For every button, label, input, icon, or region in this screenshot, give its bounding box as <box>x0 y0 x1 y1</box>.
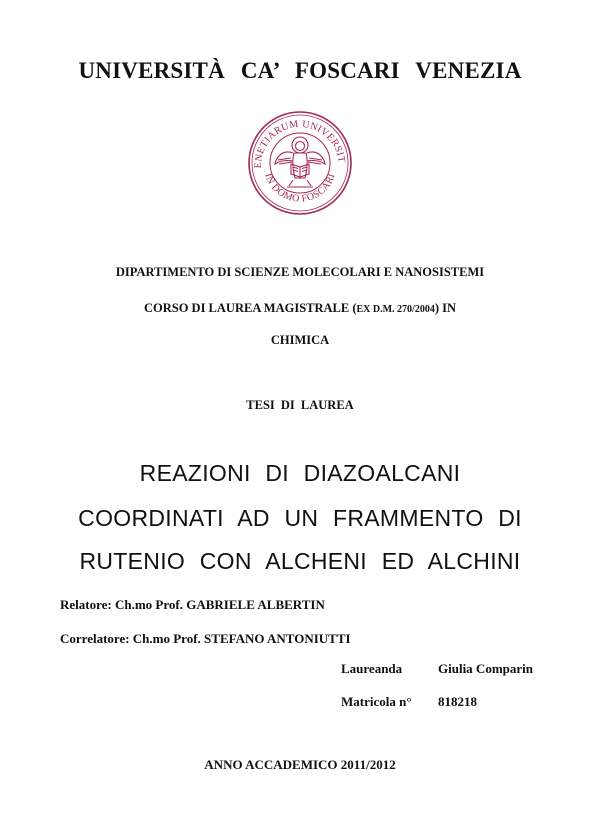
academic-year: ANNO ACCADEMICO 2011/2012 <box>204 757 396 772</box>
course-decree: EX D.M. 270/2004 <box>356 304 435 315</box>
student-id: 818218 <box>438 694 477 709</box>
winged-lion-icon <box>275 137 325 187</box>
correlatore-line: Correlatore: Ch.mo Prof. STEFANO ANTONIUTTI <box>60 631 351 646</box>
relatore-line: Relatore: Ch.mo Prof. GABRIELE ALBERTIN <box>60 597 325 612</box>
course-suffix: ) IN <box>434 301 457 315</box>
thesis-title-line-1: REAZIONI DI DIAZOALCANI <box>139 460 461 486</box>
thesis-title-line-3: RUTENIO CON ALCHENI ED ALCHINI <box>79 548 521 574</box>
university-seal <box>247 108 353 216</box>
course-subject: CHIMICA <box>270 333 330 347</box>
department-name: DIPARTIMENTO DI SCIENZE MOLECOLARI E NANOSISTEMI <box>115 265 485 279</box>
thesis-title-line-2: COORDINATI AD UN FRAMMENTO DI <box>78 505 522 531</box>
thesis-label: TESI DI LAUREA <box>246 398 354 412</box>
student-id-label: Matricola n° <box>341 694 412 709</box>
course-line <box>0 301 600 316</box>
student-name: Giulia Comparin <box>438 661 533 676</box>
course-prefix: CORSO DI LAUREA MAGISTRALE ( <box>143 301 357 315</box>
seal-outer-text: ENETIARUM UNIVERSIT <box>252 118 347 169</box>
seal-inner-text: IN DOMO FOSCARI <box>262 172 338 205</box>
student-name-label: Laureanda <box>341 661 403 676</box>
lion-of-saint-mark-seal-icon <box>247 108 353 216</box>
svg-text:VENETIARUM UNIVERSITAS <box>247 108 347 168</box>
university-name: UNIVERSITÀ CA’ FOSCARI VENEZIA <box>78 58 522 83</box>
